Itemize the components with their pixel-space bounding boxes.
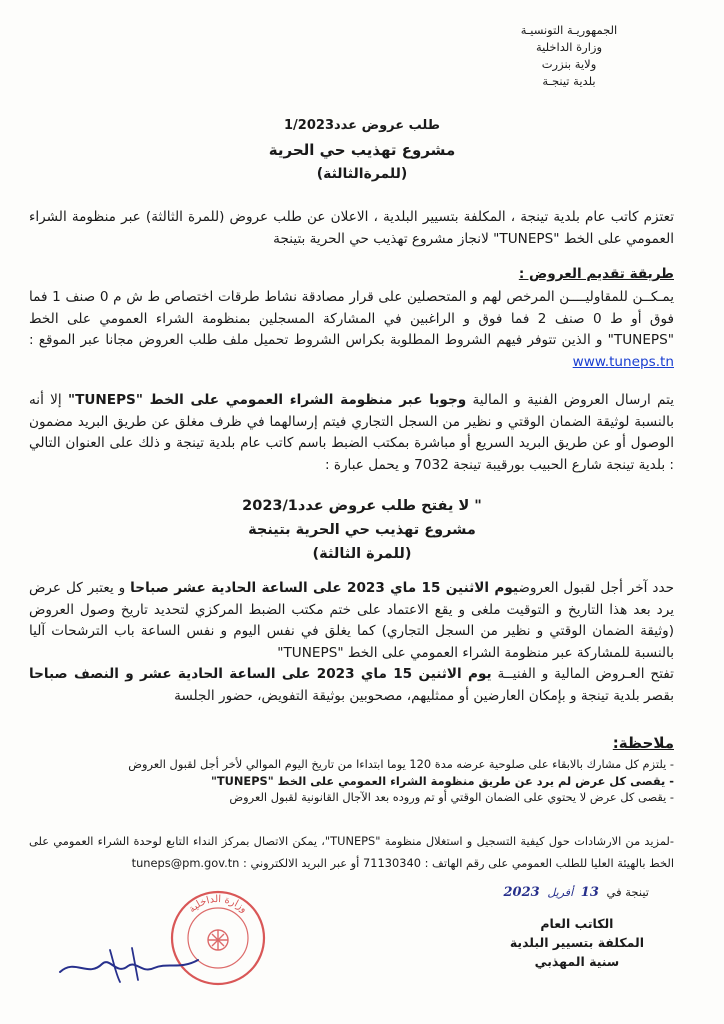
- signatory-title: الكاتب العام: [540, 916, 614, 931]
- submission-text-a: يتم ارسال العروض الفنية و المالية: [466, 392, 674, 408]
- handwritten-signature-icon: [50, 930, 220, 990]
- opening-text-bold: يوم الاثنين 15 ماي 2023 على الساعة الحادية عشر و النصف صباحا: [29, 666, 492, 682]
- date-month: أفريل: [547, 886, 574, 899]
- deadline-text-bold: يوم الاثنين 15 ماي 2023 على الساعة الحادية عشر صباحا: [130, 580, 519, 596]
- deadline-text-b: و يعتبر كل عرض يرد بعد هذا التاريخ و التوقيت ملغى و يقع الاعتماد على ختم مكتب الضبط المركزي لتحديد تاريخ وصول العروض (وثيقة الضمان الوقتي و نظير من السجل التجاري) كما يغلق في نفس اليوم و نفس الساعة باب الترشحات آليا بالنسبة للمشاركة عبر منظومة الشراء العمومي على الخط "TUNEPS": [29, 580, 674, 661]
- envelope-line-1: " لا يفتح طلب عروض عدد2023/1: [242, 498, 482, 514]
- contact-text: -لمزيد من الارشادات حول كيفية التسجيل و استغلال منظومة "TUNEPS"، يمكن الاتصال بمركز النداء التابع لوحدة الشراء العمومي على الخط بالهيئة العليا للطلب العمومي على رقم الهاتف : 71130340 أو عبر البريد الالكتروني :: [29, 834, 674, 870]
- method-paragraph: [29, 287, 674, 373]
- opening-text-b: بقصر بلدية تينجة و بإمكان العارضين أو ممثليهم، مصحوبين بوثيقة التفويض، حضور الجلسة: [174, 687, 674, 704]
- method-heading: طريقة تقديم العروض :: [518, 266, 674, 282]
- letterhead-municipality: بلدية تينجـة: [542, 74, 596, 88]
- notes-heading: ملاحظة:: [612, 734, 674, 752]
- intro-paragraph: تعتزم كاتب عام بلدية تينجة ، المكلفة بتسيير البلدية ، الاعلان عن طلب عروض (للمرة الثالثة) عبر منظومة الشراء العمومي على الخط "TUNEPS" لانجاز مشروع تهذيب حي الحرية بتينجة: [29, 209, 674, 247]
- signature-block: [510, 914, 644, 971]
- place-label: تينجة في: [606, 885, 649, 899]
- contact-paragraph: [29, 830, 674, 874]
- method-text: يمـكــن للمقاوليــــن المرخص لهم و المتحصلين على قرار مصادقة نشاط طرقات اختصاص ط ش م 0 صنف 1 فما فوق أو ط 0 صنف 2 فما فوق و الراغبين في المشاركة المسجلين بمنظومة الشراء العمومي على الخط "TUNEPS" و الذين تتوفر فيهم الشروط المطلوبة بكراس الشروط تحميل ملف طلب العروض مجانا عبر الموقع :: [29, 289, 675, 348]
- envelope-label: [0, 494, 724, 566]
- deadline-text-a: حدد آخر أجل لقبول العروض: [518, 580, 674, 596]
- opening-text-a: تفتح العـروض المالية و الفنيــة: [491, 666, 674, 682]
- note-item: - يلتزم كل مشارك بالابقاء على صلوحية عرضه مدة 120 يوما ابتداءا من تاريخ اليوم الموالي لأخر أجل لقبول العروض: [128, 757, 674, 771]
- signatory-role: المكلفة بتسيير البلدية: [509, 935, 644, 950]
- project-name: مشروع تهذيب حي الحرية: [268, 141, 456, 159]
- website-link[interactable]: www.tuneps.tn: [572, 353, 674, 370]
- envelope-line-2: مشروع تهذيب حي الحرية بتينجة: [248, 522, 476, 538]
- letterhead-ministry: وزارة الداخلية: [535, 40, 603, 54]
- tender-round: (للمرةالثالثة): [316, 166, 408, 182]
- signatory-name: سنية المهذبي: [534, 954, 620, 969]
- date-year: 2023: [503, 885, 540, 900]
- note-item: - يقصى كل عرض لم يرد عن طريق منظومة الشراء العمومي على الخط "TUNEPS": [210, 773, 674, 788]
- deadline-paragraph: [29, 578, 674, 664]
- place-date: [500, 885, 650, 900]
- tender-number: طلب عروض عدد1/2023: [284, 118, 440, 133]
- date-day: 13: [580, 885, 599, 900]
- letterhead: [489, 22, 649, 90]
- letterhead-governorate: ولاية بنزرت: [541, 57, 597, 71]
- opening-paragraph: [29, 664, 674, 707]
- envelope-line-3: (للمرة الثالثة): [312, 546, 412, 562]
- submission-text-bold: وجوبا عبر منظومة الشراء العمومي على الخط "TUNEPS": [68, 392, 467, 408]
- submission-paragraph: [29, 390, 674, 476]
- submission-text-b: إلا أنه بالنسبة لوثيقة الضمان الوقتي و نظير من السجل التجاري فيتم إرسالهما في ظرف مغلق عن طريق البريد مضمون الوصول أو عن طريق البريد السريع أو مباشرة بمكتب الضبط باسم كاتب عام بلدية تينجة و ذلك على العنوان التالي : بلدية تينجة شارع الحبيب بورقيبة تينجة 7032 و يحمل عبارة :: [29, 392, 674, 473]
- note-item: - يقصى كل عرض لا يحتوي على الضمان الوقتي أو تم وروده بعد الآجال القانونية لقبول العروض: [229, 790, 674, 804]
- notes-list: [29, 756, 674, 806]
- letterhead-republic: الجمهوريـة التونسيـة: [520, 23, 618, 37]
- stamp-text: وزارة الداخلية: [186, 893, 250, 916]
- document-title: [0, 114, 724, 186]
- contact-email[interactable]: tuneps@pm.gov.tn: [131, 856, 240, 870]
